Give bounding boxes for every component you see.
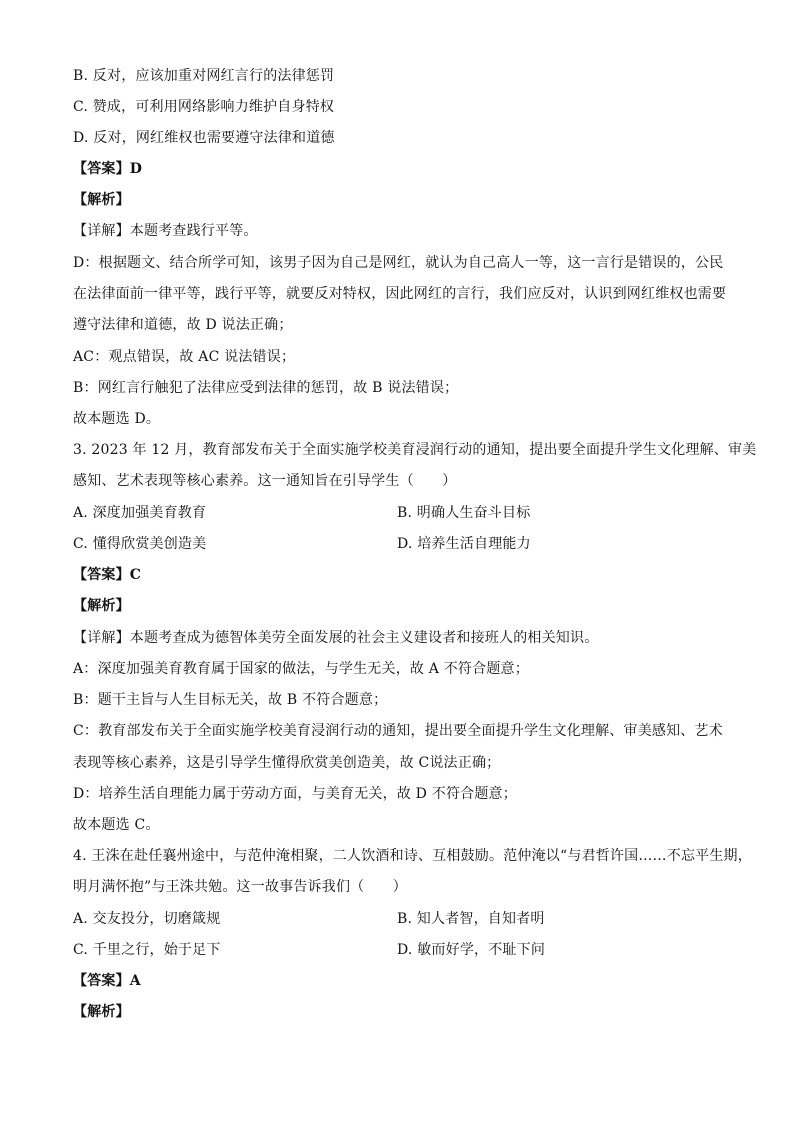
option-a: A. 深度加强美育教育 bbox=[73, 505, 207, 521]
question-4: 4. 王洙在赴任襄州途中，与范仲淹相聚，二人饮酒和诗、互相鼓励。范仲淹以“与君哲许国……不忘平生期， bbox=[73, 848, 752, 864]
question-3: 感知、艺术表现等核心素养。这一通知旨在引导学生（ ） bbox=[73, 473, 457, 489]
option-b: B. 明确人生奋斗目标 bbox=[397, 505, 531, 521]
conclusion-line: 故本题选 C。 bbox=[73, 817, 160, 833]
option-b: B. 知人者智，自知者明 bbox=[397, 911, 545, 927]
explanation-line: C：教育部发布关于全面实施学校美育浸润行动的通知，提出要全面提升学生文化理解、审美感知、艺术 bbox=[73, 723, 723, 739]
option-d: D. 培养生活自理能力 bbox=[397, 536, 531, 552]
explanation-line: AC：观点错误，故 AC 说法错误； bbox=[73, 349, 296, 365]
explanation-line: 在法律面前一律平等，践行平等，就要反对特权，因此网红的言行，我们应反对，认识到网红维权也需要 bbox=[73, 286, 727, 302]
explanation-line: 表现等核心素养，这是引导学生懂得欣赏美创造美，故 C说法正确； bbox=[73, 755, 501, 771]
option-d: D. 反对，网红维权也需要遵守法律和道德 bbox=[73, 130, 335, 146]
question-4: 明月满怀抱”与王洙共勉。这一故事告诉我们（ ） bbox=[73, 879, 407, 895]
explanation-line: B：题干主旨与人生目标无关，故 B 不符合题意； bbox=[73, 692, 388, 708]
analysis-label: 【解析】 bbox=[73, 192, 130, 208]
answer-label: 【答案】D bbox=[73, 161, 143, 177]
option-c: C. 赞成，可利用网络影响力维护自身特权 bbox=[73, 99, 335, 115]
analysis-label: 【解析】 bbox=[73, 1004, 130, 1020]
conclusion-line: 故本题选 D。 bbox=[73, 411, 161, 427]
analysis-label: 【解析】 bbox=[73, 598, 130, 614]
option-d: D. 敏而好学，不耻下问 bbox=[397, 942, 546, 958]
explanation-line: B：网红言行触犯了法律应受到法律的惩罚，故 B 说法错误； bbox=[73, 380, 459, 396]
answer-label: 【答案】C bbox=[73, 567, 142, 583]
explanation-line: 遵守法律和道德，故 D 说法正确； bbox=[73, 317, 293, 333]
option-b: B. 反对，应该加重对网红言行的法律惩罚 bbox=[73, 68, 335, 84]
option-c: C. 千里之行，始于足下 bbox=[73, 942, 221, 958]
detail-text: 【详解】本题考查成为德智体美劳全面发展的社会主义建设者和接班人的相关知识。 bbox=[73, 630, 599, 646]
detail-text: 【详解】本题考查践行平等。 bbox=[73, 223, 258, 239]
option-a: A. 交友投分，切磨箴规 bbox=[73, 911, 221, 927]
explanation-line: A：深度加强美育教育属于国家的做法，与学生无关，故 A 不符合题意； bbox=[73, 661, 529, 677]
explanation-line: D：根据题文、结合所学可知，该男子因为自己是网红，就认为自己高人一等，这一言行是错误的，公民 bbox=[73, 255, 724, 271]
question-3: 3. 2023 年 12 月，教育部发布关于全面实施学校美育浸润行动的通知，提出要全面提升学生文化理解、审美 bbox=[73, 442, 757, 458]
option-c: C. 懂得欣赏美创造美 bbox=[73, 536, 207, 552]
answer-label: 【答案】A bbox=[73, 973, 141, 989]
explanation-line: D：培养生活自理能力属于劳动方面，与美育无关，故 D 不符合题意； bbox=[73, 786, 517, 802]
